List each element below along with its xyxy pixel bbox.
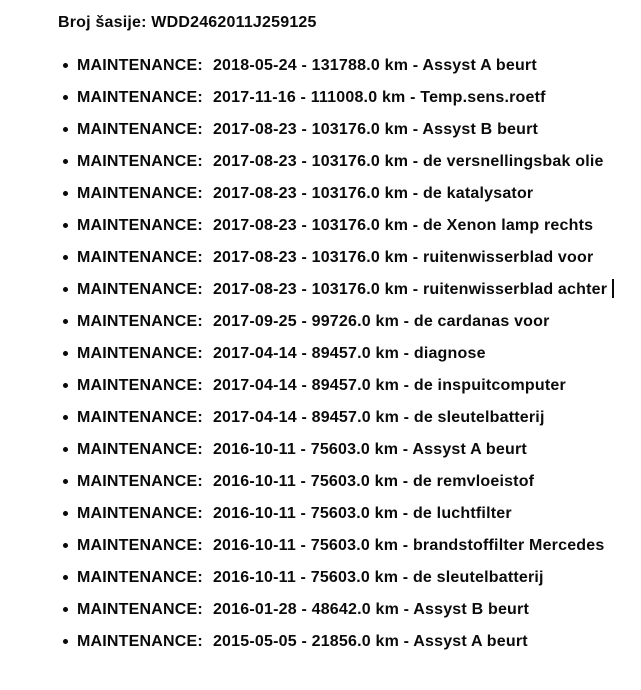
bullet-icon [63,223,68,228]
maintenance-list-item [58,280,621,299]
maintenance-label: MAINTENANCE: [77,601,203,618]
maintenance-label: MAINTENANCE: [77,345,203,362]
maintenance-label: MAINTENANCE: [77,249,203,266]
maintenance-list-item [58,120,621,139]
maintenance-list [58,56,621,651]
maintenance-label: MAINTENANCE: [77,633,203,650]
maintenance-list-item [58,312,621,331]
maintenance-detail: 2016-10-11 - 75603.0 km - de remvloeistof [212,473,535,490]
maintenance-detail: 2017-08-23 - 103176.0 km - Assyst B beurt [212,121,539,138]
bullet-icon [63,479,68,484]
maintenance-list-item [58,632,621,651]
maintenance-label: MAINTENANCE: [77,409,203,426]
bullet-icon [63,127,68,132]
bullet-icon [63,159,68,164]
maintenance-detail: 2017-04-14 - 89457.0 km - de sleutelbatterij [212,409,545,426]
bullet-icon [63,639,68,644]
maintenance-list-item [58,88,621,107]
chassis-number-title: Broj šasije: WDD2462011J259125 [58,14,317,31]
maintenance-detail: 2016-01-28 - 48642.0 km - Assyst B beurt [212,601,529,618]
maintenance-list-item [58,152,621,171]
maintenance-detail: 2017-04-14 - 89457.0 km - diagnose [212,345,486,362]
bullet-icon [63,383,68,388]
bullet-icon [63,415,68,420]
maintenance-label: MAINTENANCE: [77,569,203,586]
maintenance-detail: 2017-08-23 - 103176.0 km - de katalysator [212,185,534,202]
maintenance-label: MAINTENANCE: [77,89,203,106]
maintenance-detail: 2017-08-23 - 103176.0 km - ruitenwisserblad achter [212,281,608,298]
maintenance-label: MAINTENANCE: [77,377,203,394]
bullet-icon [63,95,68,100]
maintenance-list-item [58,568,621,587]
bullet-icon [63,447,68,452]
maintenance-list-item [58,216,621,235]
bullet-icon [63,351,68,356]
maintenance-detail: 2017-04-14 - 89457.0 km - de inspuitcomputer [212,377,566,394]
maintenance-list-item [58,376,621,395]
bullet-icon [63,319,68,324]
maintenance-detail: 2017-08-23 - 103176.0 km - de versnellingsbak olie [212,153,604,170]
bullet-icon [63,287,68,292]
maintenance-detail: 2016-10-11 - 75603.0 km - de sleutelbatterij [212,569,544,586]
maintenance-list-item [58,440,621,459]
maintenance-label: MAINTENANCE: [77,473,203,490]
maintenance-label: MAINTENANCE: [77,281,203,298]
maintenance-label: MAINTENANCE: [77,537,203,554]
bullet-icon [63,511,68,516]
maintenance-list-item [58,344,621,363]
maintenance-label: MAINTENANCE: [77,441,203,458]
bullet-icon [63,543,68,548]
maintenance-list-item [58,56,621,75]
maintenance-detail: 2017-08-23 - 103176.0 km - ruitenwisserblad voor [212,249,594,266]
maintenance-list-item [58,504,621,523]
bullet-icon [63,575,68,580]
maintenance-label: MAINTENANCE: [77,57,203,74]
maintenance-list-item [58,184,621,203]
maintenance-detail: 2016-10-11 - 75603.0 km - Assyst A beurt [212,441,527,458]
maintenance-label: MAINTENANCE: [77,217,203,234]
maintenance-detail: 2018-05-24 - 131788.0 km - Assyst A beurt [212,57,537,74]
bullet-icon [63,255,68,260]
maintenance-detail: 2017-08-23 - 103176.0 km - de Xenon lamp rechts [212,217,594,234]
maintenance-list-item [58,536,621,555]
maintenance-label: MAINTENANCE: [77,185,203,202]
maintenance-list-item [58,600,621,619]
bullet-icon [63,63,68,68]
maintenance-label: MAINTENANCE: [77,153,203,170]
maintenance-label: MAINTENANCE: [77,121,203,138]
maintenance-detail: 2015-05-05 - 21856.0 km - Assyst A beurt [212,633,528,650]
maintenance-list-item [58,408,621,427]
maintenance-detail: 2016-10-11 - 75603.0 km - de luchtfilter [212,505,512,522]
bullet-icon [63,607,68,612]
maintenance-label: MAINTENANCE: [77,505,203,522]
maintenance-list-item [58,248,621,267]
maintenance-label: MAINTENANCE: [77,313,203,330]
maintenance-detail: 2017-09-25 - 99726.0 km - de cardanas voor [212,313,550,330]
maintenance-detail: 2017-11-16 - 111008.0 km - Temp.sens.roetf [212,89,546,106]
text-caret [612,279,614,298]
bullet-icon [63,191,68,196]
maintenance-list-item [58,472,621,491]
maintenance-detail: 2016-10-11 - 75603.0 km - brandstoffilter Mercedes [212,537,605,554]
